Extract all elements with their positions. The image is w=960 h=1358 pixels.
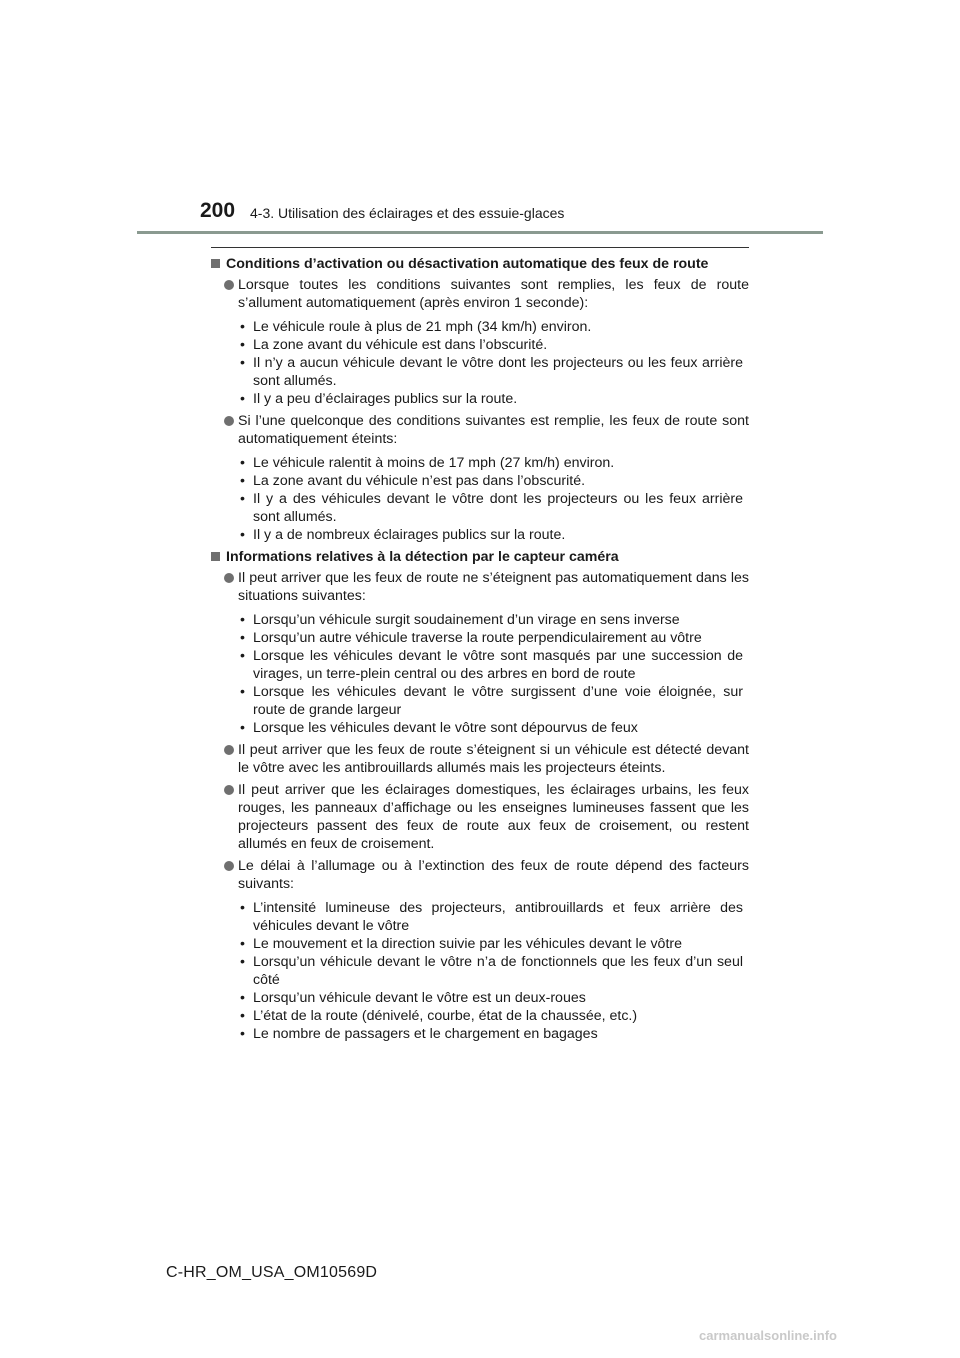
bullet-point [211,857,749,893]
list-item: • Lorsqu’un autre véhicule traverse la route perpendiculairement au vôtre [211,629,749,647]
list-item: • Lorsqu’un véhicule devant le vôtre n’a de fonctionnels que les feux d’un seul côté [211,953,749,989]
list-item: • Il y a de nombreux éclairages publics sur la route. [211,526,749,544]
bullet-point-text: Il peut arriver que les éclairages domestiques, les éclairages urbains, les feux rouges, les panneaux d’affichage ou les enseignes lumineuses fassent que les projecteurs passent des feux de route aux feux de croisement, ou restent allumés en feux de croisement. [238,782,749,852]
circle-bullet-icon [224,745,234,755]
list-item: • Le mouvement et la direction suivie par les véhicules devant le vôtre [211,935,749,953]
chapter-title: 4-3. Utilisation des éclairages et des essuie-glaces [250,205,565,221]
page-content [211,255,749,1047]
section-heading-text: Conditions d’activation ou désactivation automatique des feux de route [226,256,709,272]
section-rule [211,247,749,248]
list-item: • Lorsque les véhicules devant le vôtre surgissent d’une voie éloignée, sur route de grande largeur [211,683,749,719]
bullet-point-text: Si l’une quelconque des conditions suivantes est remplie, les feux de route sont automatiquement éteints: [238,413,749,447]
circle-bullet-icon [224,280,234,290]
list-item: • Le véhicule ralentit à moins de 17 mph (27 km/h) environ. [211,454,749,472]
list-item: • Lorsqu’un véhicule surgit soudainement d’un virage en sens inverse [211,611,749,629]
list-item: • Le nombre de passagers et le chargement en bagages [211,1025,749,1043]
sub-list [211,318,749,408]
list-item: • La zone avant du véhicule est dans l’obscurité. [211,336,749,354]
list-item: • Il y a peu d’éclairages publics sur la route. [211,390,749,408]
sub-list [211,454,749,544]
square-bullet-icon [211,259,220,268]
list-item: • Lorsque les véhicules devant le vôtre sont dépourvus de feux [211,719,749,737]
bullet-point [211,741,749,777]
circle-bullet-icon [224,861,234,871]
section-heading [211,255,749,273]
bullet-point-text: Il peut arriver que les feux de route s’éteignent si un véhicule est détecté devant le vôtre avec les antibrouillards allumés mais les projecteurs éteints. [238,742,749,776]
list-item: • Lorsqu’un véhicule devant le vôtre est un deux-roues [211,989,749,1007]
bullet-point-text: Le délai à l’allumage ou à l’extinction des feux de route dépend des facteurs suivants: [238,858,749,892]
watermark: carmanualsonline.info [699,1328,837,1343]
bullet-point [211,781,749,853]
list-item: • Le véhicule roule à plus de 21 mph (34 km/h) environ. [211,318,749,336]
list-item: • L’état de la route (dénivelé, courbe, état de la chaussée, etc.) [211,1007,749,1025]
bullet-point [211,569,749,605]
page-number: 200 [200,199,236,222]
sub-list [211,899,749,1043]
circle-bullet-icon [224,573,234,583]
list-item: • L’intensité lumineuse des projecteurs, antibrouillards et feux arrière des véhicules devant le vôtre [211,899,749,935]
header-rule [137,231,823,234]
section-heading-text: Informations relatives à la détection par le capteur caméra [226,549,619,565]
list-item: • Il n’y a aucun véhicule devant le vôtre dont les projecteurs ou les feux arrière sont allumés. [211,354,749,390]
bullet-point [211,276,749,312]
document-code: C-HR_OM_USA_OM10569D [166,1264,378,1281]
list-item: • Lorsque les véhicules devant le vôtre sont masqués par une succession de virages, un terre-plein central ou des arbres en bord de route [211,647,749,683]
section-heading [211,548,749,566]
circle-bullet-icon [224,416,234,426]
square-bullet-icon [211,552,220,561]
list-item: • La zone avant du véhicule n’est pas dans l’obscurité. [211,472,749,490]
bullet-point-text: Lorsque toutes les conditions suivantes sont remplies, les feux de route s’allument automatiquement (après environ 1 seconde): [238,277,749,311]
list-item: • Il y a des véhicules devant le vôtre dont les projecteurs ou les feux arrière sont allumés. [211,490,749,526]
sub-list [211,611,749,737]
circle-bullet-icon [224,785,234,795]
bullet-point [211,412,749,448]
bullet-point-text: Il peut arriver que les feux de route ne s’éteignent pas automatiquement dans les situations suivantes: [238,570,749,604]
